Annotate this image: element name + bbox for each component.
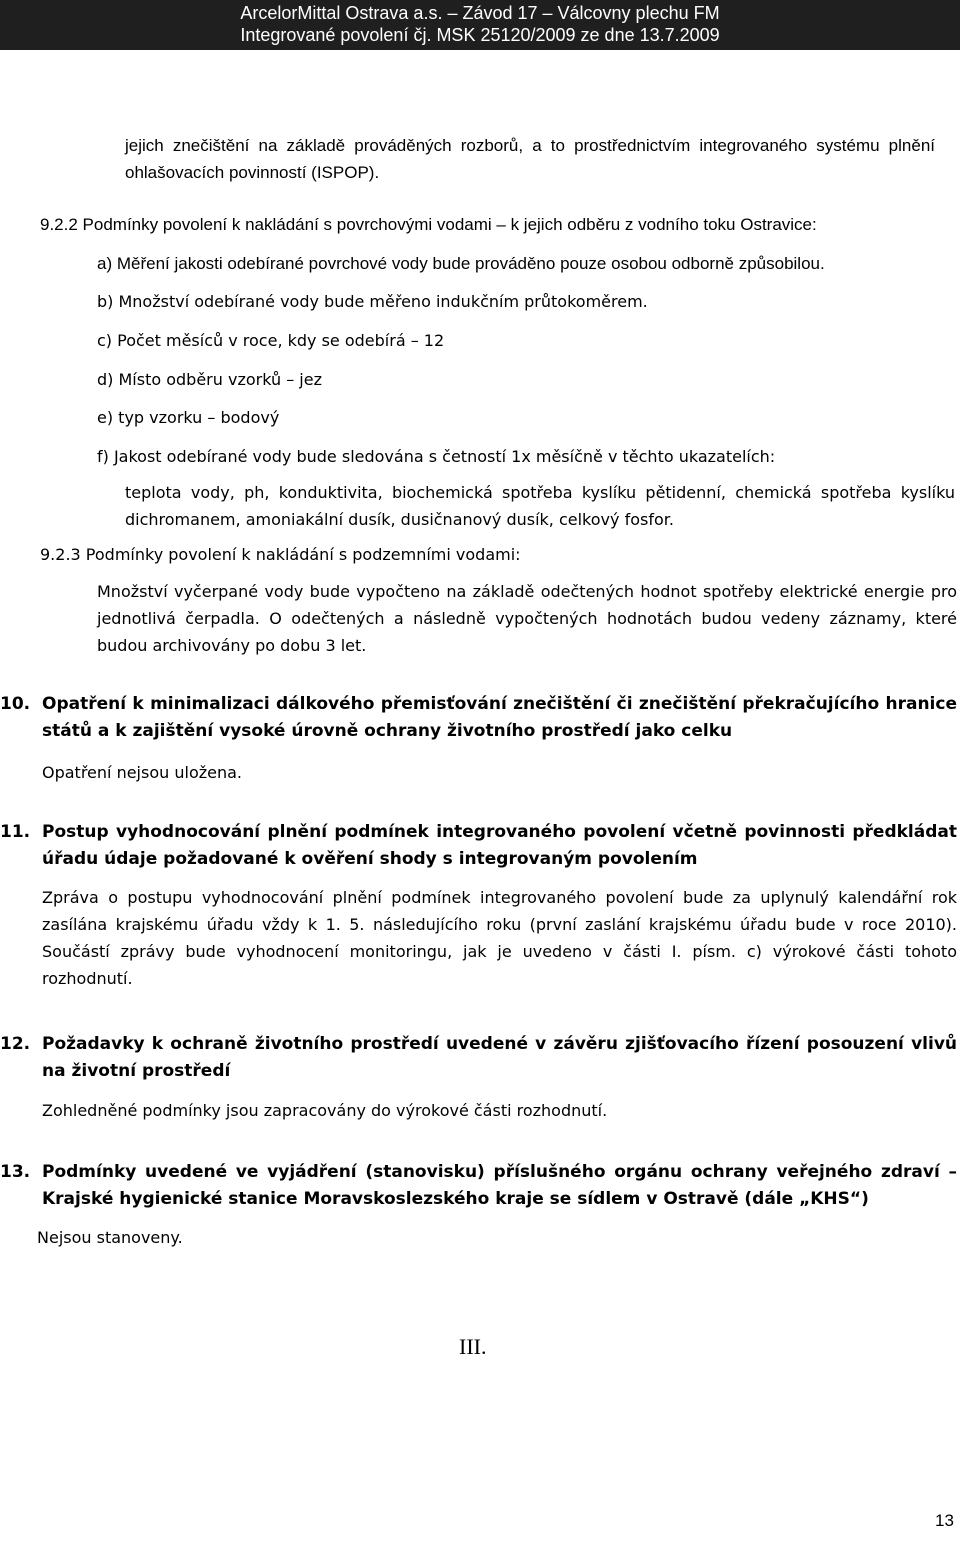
page-header	[0, 0, 960, 50]
section-9-2-3-text: Množství vyčerpané vody bude vypočteno na základě odečtených hodnot spotřeby elektrické energie pro jednotlivá čerpadla. O odečtených a následně vypočtených hodnotách budou vedeny záznamy, které budou archivovány po dobu 3 let.	[97, 582, 957, 655]
section-10-heading: Opatření k minimalizaci dálkového přemisťování znečištění či znečištění překračujícího hranice států a k zajištění vysoké úrovně ochrany životního prostředí jako celku	[42, 694, 957, 741]
section-11-number: 11.	[0, 822, 31, 842]
section-10-number: 10.	[0, 694, 31, 714]
section-11-text: Zpráva o postupu vyhodnocování plnění podmínek integrovaného povolení bude za uplynulý kalendářní rok zasílána krajskému úřadu vždy k 1. 5. následujícího roku (první zaslání krajskému úřadu bude v roce 2010). Součástí zprávy bude vyhodnocení monitoringu, jak je uvedeno v části I. písm. c) výrokové části tohoto rozhodnutí.	[42, 888, 957, 988]
list-item-e: e) typ vzorku – bodový	[97, 408, 280, 427]
section-10-text: Opatření nejsou uložena.	[42, 763, 242, 782]
header-line-2: Integrované povolení čj. MSK 25120/2009 ze dne 13.7.2009	[240, 25, 720, 45]
intro-paragraph: jejich znečištění na základě prováděných rozborů, a to prostřednictvím integrovaného systému plnění ohlašovacích povinností (ISPOP).	[125, 136, 935, 182]
section-12-heading: Požadavky k ochraně životního prostředí uvedené v závěru zjišťovacího řízení posouzení vlivů na životní prostředí	[42, 1034, 957, 1081]
part-heading: III.	[459, 1334, 487, 1359]
list-item-f: f) Jakost odebírané vody bude sledována s četností 1x měsíčně v těchto ukazatelích:	[97, 447, 776, 466]
list-item-d: d) Místo odběru vzorků – jez	[97, 370, 322, 389]
section-13-text: Nejsou stanoveny.	[37, 1228, 183, 1247]
section-12-number: 12.	[0, 1034, 31, 1054]
section-11-heading: Postup vyhodnocování plnění podmínek integrovaného povolení včetně povinnosti předkládat úřadu údaje požadované k ověření shody s integrovaným povolením	[42, 822, 957, 869]
list-item-c: c) Počet měsíců v roce, kdy se odebírá – 12	[97, 331, 445, 350]
section-9-2-2-title: 9.2.2 Podmínky povolení k nakládání s povrchovými vodami – k jejich odběru z vodního toku Ostravice:	[40, 215, 817, 234]
section-9-2-3-title: 9.2.3 Podmínky povolení k nakládání s podzemními vodami:	[40, 545, 521, 564]
header-line-1: ArcelorMittal Ostrava a.s. – Závod 17 – Válcovny plechu FM	[240, 3, 720, 23]
list-item-a: a) Měření jakosti odebírané povrchové vody bude prováděno pouze osobou odborně způsobilou.	[97, 254, 825, 273]
section-12-text: Zohledněné podmínky jsou zapracovány do výrokové části rozhodnutí.	[42, 1101, 608, 1120]
section-13-heading: Podmínky uvedené ve vyjádření (stanovisku) příslušného orgánu ochrany veřejného zdraví – Krajské hygienické stanice Moravskoslezského kraje se sídlem v Ostravě (dále „KHS“)	[42, 1162, 957, 1209]
section-13-number: 13.	[0, 1162, 31, 1182]
list-item-b: b) Množství odebírané vody bude měřeno indukčním průtokoměrem.	[97, 292, 648, 311]
page-number: 13	[935, 1511, 954, 1530]
water-quality-indicators: teplota vody, ph, konduktivita, biochemická spotřeba kyslíku pětidenní, chemická spotřeba kyslíku dichromanem, amoniakální dusík, dusičnanový dusík, celkový fosfor.	[125, 483, 955, 529]
